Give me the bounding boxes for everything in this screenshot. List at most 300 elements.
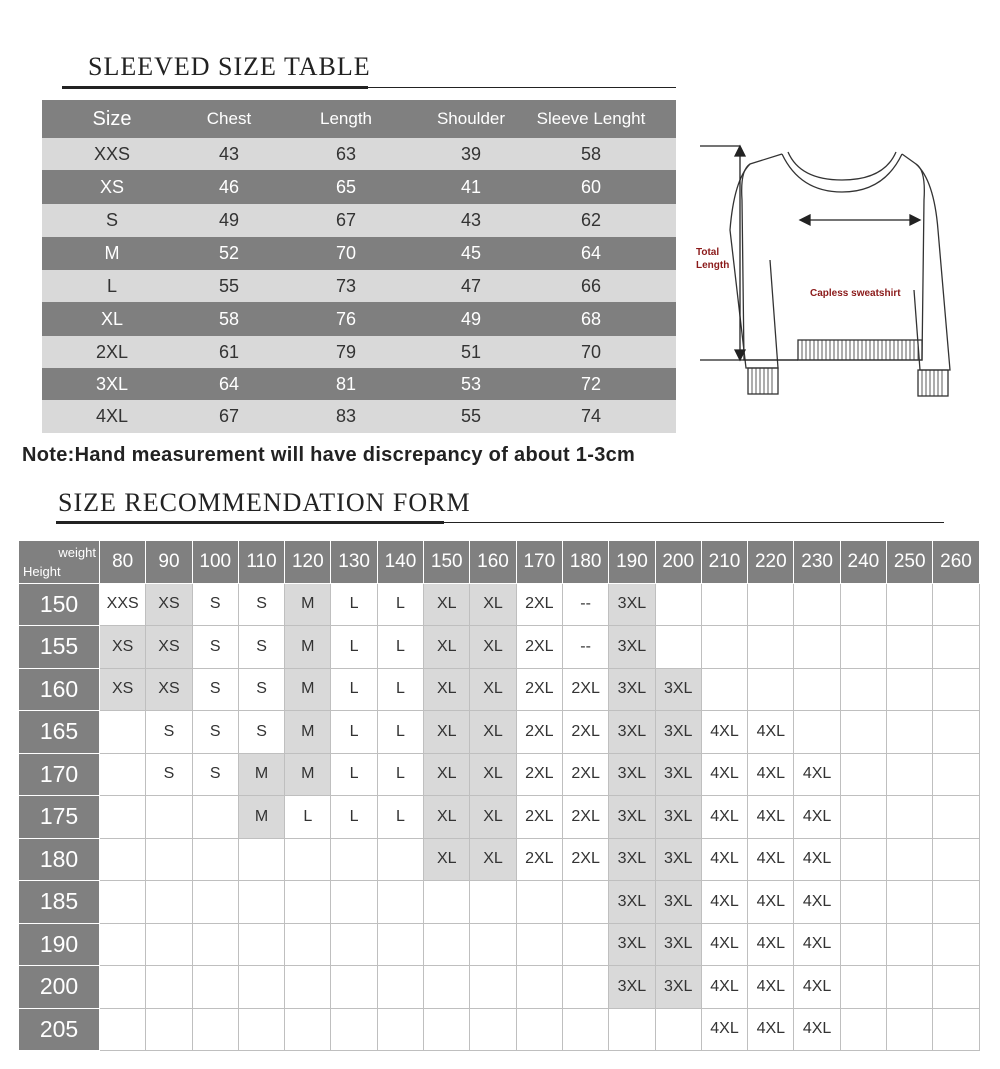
size-cell bbox=[701, 583, 747, 626]
weight-header-row bbox=[19, 541, 980, 584]
size-cell bbox=[701, 626, 747, 669]
size-cell: 2XL bbox=[516, 753, 562, 796]
size-cell bbox=[933, 881, 979, 924]
size-cell: 4XL bbox=[748, 711, 794, 754]
height-row bbox=[19, 923, 980, 966]
size-cell bbox=[331, 881, 377, 924]
size-cell bbox=[840, 626, 886, 669]
size-cell: XL bbox=[470, 838, 516, 881]
height-header-cell: 155 bbox=[19, 626, 100, 669]
size-cell: XL bbox=[470, 753, 516, 796]
size-value-cell: 74 bbox=[580, 406, 602, 426]
size-cell: L bbox=[377, 711, 423, 754]
size-cell: 4XL bbox=[794, 923, 840, 966]
size-cell bbox=[933, 796, 979, 839]
size-cell bbox=[331, 923, 377, 966]
size-cell bbox=[562, 881, 608, 924]
size-value-cell: 79 bbox=[335, 341, 357, 362]
size-cell: 4XL bbox=[701, 1008, 747, 1051]
size-value-cell: 66 bbox=[580, 275, 602, 296]
size-value-cell: 60 bbox=[580, 176, 602, 197]
size-cell: 3XL bbox=[655, 838, 701, 881]
size-cell bbox=[840, 1008, 886, 1051]
size-cell bbox=[887, 1008, 933, 1051]
height-row bbox=[19, 583, 980, 626]
size-cell: 4XL bbox=[794, 796, 840, 839]
size-name-cell: XXS bbox=[93, 143, 131, 164]
size-cell: L bbox=[331, 583, 377, 626]
size-cell: 3XL bbox=[655, 796, 701, 839]
size-cell: 2XL bbox=[562, 753, 608, 796]
size-cell bbox=[840, 753, 886, 796]
size-cell: 4XL bbox=[701, 796, 747, 839]
size-cell: S bbox=[192, 668, 238, 711]
size-cell bbox=[655, 1008, 701, 1051]
height-header-cell: 185 bbox=[19, 881, 100, 924]
total-length-label: Total Length bbox=[696, 247, 730, 271]
size-cell bbox=[516, 1008, 562, 1051]
size-value-cell: 67 bbox=[218, 406, 240, 426]
size-cell: L bbox=[331, 626, 377, 669]
size-cell bbox=[887, 668, 933, 711]
size-cell: S bbox=[238, 668, 284, 711]
measurement-note: Note:Hand measurement will have discrepancy of about 1-3cm bbox=[22, 444, 636, 466]
size-cell bbox=[192, 838, 238, 881]
size-cell bbox=[887, 626, 933, 669]
size-cell: 2XL bbox=[516, 583, 562, 626]
size-cell: 2XL bbox=[516, 626, 562, 669]
size-cell bbox=[192, 966, 238, 1009]
size-cell bbox=[377, 881, 423, 924]
size-cell bbox=[516, 923, 562, 966]
size-cell: S bbox=[238, 583, 284, 626]
size-cell bbox=[887, 881, 933, 924]
size-name-cell: XL bbox=[100, 308, 124, 329]
size-cell bbox=[933, 966, 979, 1009]
weight-header-cell: 220 bbox=[748, 541, 794, 584]
size-value-cell: 55 bbox=[460, 406, 482, 426]
size-cell: 2XL bbox=[516, 796, 562, 839]
size-cell: XXS bbox=[100, 583, 146, 626]
size-cell bbox=[562, 966, 608, 1009]
size-table-body bbox=[42, 138, 676, 433]
size-cell bbox=[192, 881, 238, 924]
height-header-cell: 190 bbox=[19, 923, 100, 966]
size-cell: -- bbox=[562, 583, 608, 626]
header-shoulder: Shoulder bbox=[436, 109, 506, 128]
size-cell: XS bbox=[100, 668, 146, 711]
size-value-cell: 43 bbox=[460, 210, 482, 230]
header-length: Length bbox=[320, 109, 372, 128]
size-cell bbox=[377, 966, 423, 1009]
height-header-cell: 175 bbox=[19, 796, 100, 839]
size-cell bbox=[146, 1008, 192, 1051]
size-cell bbox=[470, 1008, 516, 1051]
size-cell: S bbox=[192, 711, 238, 754]
weight-header-cell: 200 bbox=[655, 541, 701, 584]
size-cell: 3XL bbox=[609, 796, 655, 839]
size-name-cell: 3XL bbox=[95, 373, 129, 394]
weight-header-cell: 110 bbox=[238, 541, 284, 584]
size-cell bbox=[100, 753, 146, 796]
size-cell: 2XL bbox=[516, 668, 562, 711]
rec-title-underline-thick bbox=[56, 521, 444, 524]
size-cell bbox=[933, 668, 979, 711]
size-cell bbox=[238, 923, 284, 966]
size-cell: 3XL bbox=[609, 923, 655, 966]
size-cell: 2XL bbox=[516, 711, 562, 754]
size-value-cell: 47 bbox=[460, 275, 482, 296]
size-cell: L bbox=[331, 753, 377, 796]
size-cell: 3XL bbox=[655, 923, 701, 966]
size-cell: S bbox=[238, 626, 284, 669]
corner-height-label: Height bbox=[23, 563, 61, 579]
size-row bbox=[42, 204, 676, 237]
size-cell bbox=[562, 1008, 608, 1051]
size-cell: XS bbox=[146, 583, 192, 626]
size-cell: L bbox=[377, 583, 423, 626]
size-cell: L bbox=[331, 796, 377, 839]
size-cell: M bbox=[285, 583, 331, 626]
size-value-cell: 68 bbox=[580, 308, 602, 329]
size-cell bbox=[933, 923, 979, 966]
size-cell: 4XL bbox=[794, 753, 840, 796]
size-cell: L bbox=[331, 711, 377, 754]
size-cell: 4XL bbox=[748, 1008, 794, 1051]
header-sleeve-length: Sleeve Lenght bbox=[536, 109, 646, 128]
size-cell: 2XL bbox=[562, 838, 608, 881]
size-row bbox=[42, 400, 676, 433]
size-cell: 3XL bbox=[609, 583, 655, 626]
size-cell: S bbox=[192, 753, 238, 796]
height-header-cell: 160 bbox=[19, 668, 100, 711]
size-cell bbox=[377, 923, 423, 966]
size-cell bbox=[424, 923, 470, 966]
size-cell: -- bbox=[562, 626, 608, 669]
size-cell bbox=[377, 838, 423, 881]
size-value-cell: 67 bbox=[335, 210, 357, 230]
size-cell: 4XL bbox=[794, 966, 840, 1009]
size-value-cell: 70 bbox=[580, 341, 602, 362]
size-value-cell: 53 bbox=[460, 373, 482, 394]
size-cell bbox=[840, 796, 886, 839]
sweatshirt-diagram bbox=[690, 140, 990, 405]
size-cell bbox=[933, 838, 979, 881]
weight-header-cell: 150 bbox=[424, 541, 470, 584]
size-cell bbox=[887, 583, 933, 626]
size-cell: XL bbox=[424, 753, 470, 796]
size-cell: 4XL bbox=[701, 881, 747, 924]
size-cell: M bbox=[285, 668, 331, 711]
size-value-cell: 49 bbox=[218, 210, 240, 230]
sleeved-size-table bbox=[42, 100, 676, 433]
size-cell bbox=[840, 711, 886, 754]
size-value-cell: 51 bbox=[460, 341, 482, 362]
size-cell bbox=[192, 923, 238, 966]
size-value-cell: 62 bbox=[580, 210, 602, 230]
size-cell: 3XL bbox=[655, 668, 701, 711]
size-cell: 3XL bbox=[655, 753, 701, 796]
size-cell: M bbox=[285, 753, 331, 796]
size-cell: S bbox=[192, 626, 238, 669]
size-cell bbox=[285, 881, 331, 924]
size-cell bbox=[100, 838, 146, 881]
size-cell bbox=[887, 753, 933, 796]
size-cell bbox=[655, 626, 701, 669]
size-cell: S bbox=[238, 711, 284, 754]
size-cell: 4XL bbox=[748, 966, 794, 1009]
weight-header-cell: 180 bbox=[562, 541, 608, 584]
size-cell bbox=[470, 881, 516, 924]
rec-title-underline-thin bbox=[444, 522, 944, 523]
size-cell bbox=[840, 966, 886, 1009]
size-name-cell: M bbox=[104, 243, 120, 263]
weight-header-cell: 240 bbox=[840, 541, 886, 584]
size-cell: 2XL bbox=[562, 796, 608, 839]
size-cell: 4XL bbox=[748, 923, 794, 966]
size-cell bbox=[238, 1008, 284, 1051]
size-cell bbox=[146, 881, 192, 924]
size-cell bbox=[285, 1008, 331, 1051]
title-underline-thin bbox=[368, 87, 676, 88]
size-cell: 4XL bbox=[748, 753, 794, 796]
size-cell bbox=[285, 966, 331, 1009]
weight-header-cell: 190 bbox=[609, 541, 655, 584]
size-cell: 3XL bbox=[609, 626, 655, 669]
sweatshirt-outline-icon bbox=[690, 140, 990, 405]
size-cell bbox=[377, 1008, 423, 1051]
size-cell bbox=[933, 711, 979, 754]
size-value-cell: 70 bbox=[335, 243, 357, 263]
height-row bbox=[19, 753, 980, 796]
size-value-cell: 45 bbox=[460, 243, 482, 263]
corner-weight-label: weight bbox=[58, 545, 96, 560]
size-cell bbox=[100, 923, 146, 966]
size-name-cell: 2XL bbox=[95, 341, 129, 362]
size-cell: XL bbox=[470, 583, 516, 626]
size-cell: 3XL bbox=[609, 881, 655, 924]
size-cell: S bbox=[146, 753, 192, 796]
size-cell bbox=[331, 966, 377, 1009]
weight-header-cell: 120 bbox=[285, 541, 331, 584]
weight-header-cell: 140 bbox=[377, 541, 423, 584]
size-value-cell: 55 bbox=[218, 275, 240, 296]
size-value-cell: 63 bbox=[335, 143, 357, 164]
size-cell bbox=[331, 838, 377, 881]
height-row bbox=[19, 796, 980, 839]
weight-header-cell: 260 bbox=[933, 541, 979, 584]
size-cell: 4XL bbox=[794, 881, 840, 924]
size-cell: 4XL bbox=[748, 838, 794, 881]
size-cell bbox=[840, 838, 886, 881]
size-value-cell: 65 bbox=[335, 176, 357, 197]
size-cell: 3XL bbox=[609, 753, 655, 796]
size-value-cell: 43 bbox=[218, 143, 240, 164]
size-recommendation-title: SIZE RECOMMENDATION FORM bbox=[58, 488, 471, 517]
size-cell: L bbox=[377, 626, 423, 669]
size-row bbox=[42, 336, 676, 368]
size-value-cell: 81 bbox=[335, 373, 357, 394]
size-cell: 4XL bbox=[701, 711, 747, 754]
size-cell bbox=[192, 1008, 238, 1051]
size-cell bbox=[100, 881, 146, 924]
size-value-cell: 72 bbox=[580, 373, 602, 394]
size-cell bbox=[100, 796, 146, 839]
weight-header-cell: 230 bbox=[794, 541, 840, 584]
size-value-cell: 73 bbox=[335, 275, 357, 296]
height-header-cell: 205 bbox=[19, 1008, 100, 1051]
size-cell bbox=[655, 583, 701, 626]
size-name-cell: 4XL bbox=[95, 406, 129, 426]
size-cell: XL bbox=[470, 626, 516, 669]
size-cell: M bbox=[238, 796, 284, 839]
size-name-cell: L bbox=[106, 275, 117, 296]
size-value-cell: 58 bbox=[218, 308, 240, 329]
size-cell: L bbox=[331, 668, 377, 711]
weight-header-cell: 210 bbox=[701, 541, 747, 584]
header-chest: Chest bbox=[206, 109, 252, 128]
size-cell: S bbox=[192, 583, 238, 626]
height-row bbox=[19, 668, 980, 711]
height-header-cell: 200 bbox=[19, 966, 100, 1009]
garment-label: Capless sweatshirt bbox=[810, 288, 901, 299]
size-row bbox=[42, 302, 676, 336]
size-cell: M bbox=[285, 626, 331, 669]
size-cell bbox=[331, 1008, 377, 1051]
size-cell bbox=[424, 881, 470, 924]
size-cell bbox=[794, 583, 840, 626]
size-cell: XL bbox=[424, 838, 470, 881]
size-cell: XL bbox=[470, 711, 516, 754]
size-cell bbox=[516, 881, 562, 924]
size-cell: L bbox=[377, 753, 423, 796]
size-cell bbox=[470, 966, 516, 1009]
size-cell bbox=[238, 966, 284, 1009]
size-cell: 3XL bbox=[655, 711, 701, 754]
size-cell: 2XL bbox=[516, 838, 562, 881]
size-value-cell: 49 bbox=[460, 308, 482, 329]
size-cell: 2XL bbox=[562, 711, 608, 754]
height-row bbox=[19, 711, 980, 754]
size-cell bbox=[516, 966, 562, 1009]
size-value-cell: 64 bbox=[218, 373, 240, 394]
size-value-cell: 52 bbox=[218, 243, 240, 263]
size-row bbox=[42, 237, 676, 270]
size-cell bbox=[933, 1008, 979, 1051]
size-cell: 4XL bbox=[701, 923, 747, 966]
size-cell bbox=[887, 966, 933, 1009]
size-cell: XL bbox=[424, 711, 470, 754]
size-table-header bbox=[42, 100, 676, 138]
height-row bbox=[19, 966, 980, 1009]
size-cell bbox=[933, 753, 979, 796]
size-value-cell: 46 bbox=[218, 176, 240, 197]
size-cell bbox=[887, 796, 933, 839]
size-cell: 3XL bbox=[609, 966, 655, 1009]
size-cell: XL bbox=[470, 668, 516, 711]
weight-header-cell: 80 bbox=[100, 541, 146, 584]
size-cell bbox=[794, 711, 840, 754]
size-cell bbox=[887, 711, 933, 754]
size-cell bbox=[100, 711, 146, 754]
size-cell: XL bbox=[424, 668, 470, 711]
size-cell bbox=[887, 923, 933, 966]
size-cell: 4XL bbox=[701, 966, 747, 1009]
size-cell: 4XL bbox=[794, 838, 840, 881]
size-cell: 4XL bbox=[701, 753, 747, 796]
size-cell bbox=[748, 668, 794, 711]
size-cell: 3XL bbox=[655, 881, 701, 924]
size-cell: 4XL bbox=[748, 881, 794, 924]
size-row bbox=[42, 138, 676, 170]
size-cell bbox=[701, 668, 747, 711]
height-header-cell: 150 bbox=[19, 583, 100, 626]
size-row bbox=[42, 368, 676, 400]
size-cell: XS bbox=[100, 626, 146, 669]
weight-header-cell: 160 bbox=[470, 541, 516, 584]
height-header-cell: 170 bbox=[19, 753, 100, 796]
size-recommendation-grid bbox=[18, 540, 980, 1051]
size-cell: 4XL bbox=[748, 796, 794, 839]
size-cell: 3XL bbox=[655, 966, 701, 1009]
weight-header-cell: 170 bbox=[516, 541, 562, 584]
size-cell: XL bbox=[424, 796, 470, 839]
size-value-cell: 76 bbox=[335, 308, 357, 329]
size-cell: XS bbox=[146, 668, 192, 711]
height-header-cell: 180 bbox=[19, 838, 100, 881]
size-cell: 2XL bbox=[562, 668, 608, 711]
size-cell: XS bbox=[146, 626, 192, 669]
size-row bbox=[42, 270, 676, 302]
size-cell bbox=[933, 626, 979, 669]
size-cell bbox=[840, 583, 886, 626]
size-cell bbox=[424, 966, 470, 1009]
size-row bbox=[42, 170, 676, 204]
size-cell bbox=[146, 966, 192, 1009]
height-row bbox=[19, 881, 980, 924]
weight-header-cell: 90 bbox=[146, 541, 192, 584]
size-cell bbox=[840, 668, 886, 711]
corner-cell bbox=[19, 541, 100, 584]
size-cell: S bbox=[146, 711, 192, 754]
size-cell: XL bbox=[424, 626, 470, 669]
size-name-cell: S bbox=[105, 210, 118, 230]
size-cell bbox=[887, 838, 933, 881]
size-cell bbox=[562, 923, 608, 966]
size-cell bbox=[424, 1008, 470, 1051]
header-size: Size bbox=[92, 107, 132, 130]
size-cell: XL bbox=[424, 583, 470, 626]
size-cell bbox=[100, 1008, 146, 1051]
size-cell bbox=[748, 626, 794, 669]
size-cell: 3XL bbox=[609, 711, 655, 754]
size-cell bbox=[794, 626, 840, 669]
sleeved-size-table-title: SLEEVED SIZE TABLE bbox=[88, 52, 371, 81]
size-value-cell: 83 bbox=[335, 406, 357, 426]
size-cell bbox=[840, 923, 886, 966]
title-underline-thick bbox=[62, 86, 368, 89]
size-cell bbox=[146, 923, 192, 966]
size-cell bbox=[794, 668, 840, 711]
height-row bbox=[19, 626, 980, 669]
size-cell: M bbox=[285, 711, 331, 754]
size-cell bbox=[100, 966, 146, 1009]
weight-header-cell: 130 bbox=[331, 541, 377, 584]
size-cell: M bbox=[238, 753, 284, 796]
size-value-cell: 61 bbox=[218, 341, 240, 362]
size-cell bbox=[609, 1008, 655, 1051]
weight-header-cell: 250 bbox=[887, 541, 933, 584]
